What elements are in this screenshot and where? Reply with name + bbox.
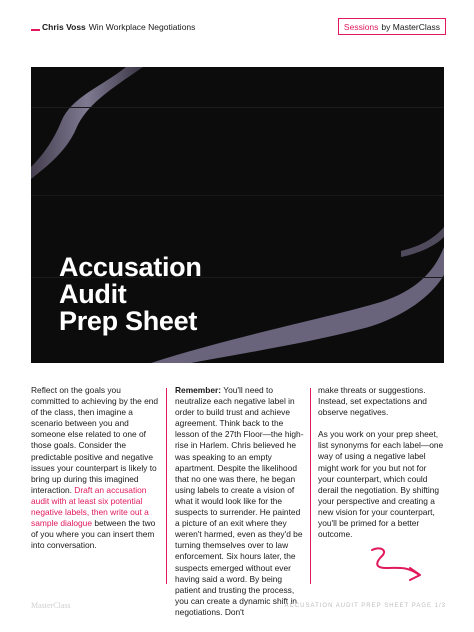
column-divider [166, 388, 167, 584]
footer-page-label: ACCUSATION AUDIT PREP SHEET PAGE 1/3 [284, 603, 446, 609]
decorative-arrow-icon [366, 544, 436, 588]
title-line: Audit [59, 279, 127, 309]
column-divider [310, 388, 311, 584]
prep-paragraph: As you work on your prep sheet, list synonyms for each label—one way of using a negative label might work for you but not for your counterpart, which could derail the negotiation. By shifting your perspective and creating a new vision for your counterpart, you'll be primed for a better outcome. [318, 429, 444, 540]
instructions-paragraph [31, 385, 159, 551]
course-brand [31, 22, 195, 32]
instructions-highlight: Draft an accusation audit with at least six potential negative labels, then write out a sample dialogue [31, 484, 149, 529]
instructions-intro: Reflect on the goals you committed to achieving by the end of the class, then imagine a scenario between you and someone else related to one of those goals. Consider the predictable positive and negative issues your counterpart is likely to bring up during this imagined interaction. [31, 385, 159, 495]
author-name: Chris Voss [42, 22, 86, 32]
column-2 [175, 385, 306, 618]
continuation-paragraph: make threats or suggestions. Instead, set expectations and observe negatives. [318, 385, 427, 418]
sessions-by: by MasterClass [381, 21, 440, 32]
title-line: Prep Sheet [59, 306, 198, 336]
page-header [31, 18, 446, 40]
column-1 [31, 385, 159, 551]
course-name: Win Workplace Negotiations [88, 22, 196, 32]
remember-label: Remember: [175, 385, 222, 395]
remember-text: You'll need to neutralize each negative label in order to build trust and achieve agreement. Think back to the lesson of the 27th Floor—the high-rise in Harlem. Chris believed he was speaking to an empty apartment. Despite the likelihood that no one was there, he began using labels to create a vision of what it would look like for the suspects to surrender. He painted a picture of an exit where they weren't harmed, even as they'd be turning themselves over to law enforcement. Six hours later, the suspects emerged without ever having said a word. By being patient and trusting the process, you can create a dynamic shift in negotiations. Don't [175, 385, 304, 617]
sessions-word: Sessions [343, 21, 379, 32]
remember-paragraph [175, 385, 306, 618]
column-3 [318, 385, 444, 540]
sessions-badge [338, 18, 446, 35]
hero-image [31, 67, 444, 363]
instructions-outro: between the two of you where you can insert them into conversation. [31, 518, 156, 551]
title-line: Accusation [59, 252, 202, 282]
page-title [59, 254, 202, 335]
footer-logo: MasterClass [31, 601, 71, 610]
accent-dash [31, 29, 40, 31]
